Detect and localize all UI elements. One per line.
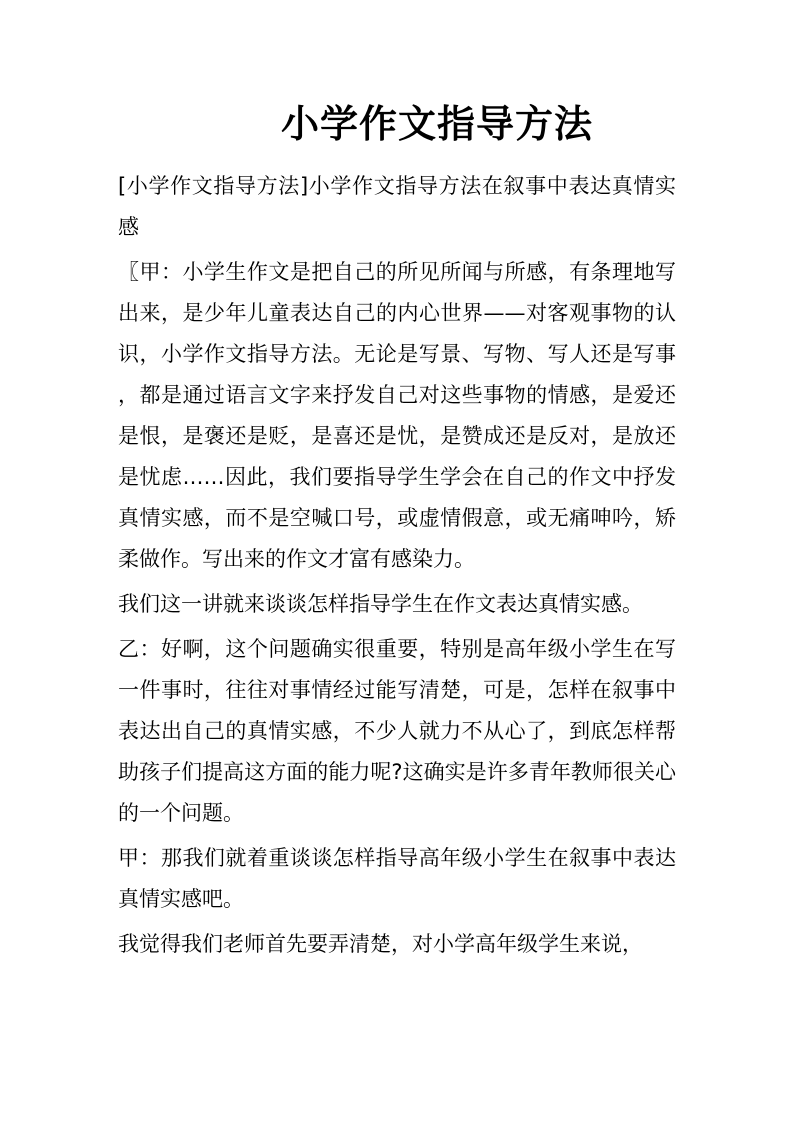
paragraph-intro: [小学作文指导方法]小学作文指导方法在叙事中表达真情实感	[118, 174, 676, 239]
paragraph-topic: 我们这一讲就来谈谈怎样指导学生在作文表达真情实感。	[118, 592, 643, 616]
paragraph-yi: 乙：好啊，这个问题确实很重要，特别是高年级小学生在写一件事时，往往对事情经过能写清楚，可是，怎样在叙事中表达出自己的真情实感，不少人就力不从心了，到底怎样帮助孩子们提高这方面的能力呢?这确实是许多青年教师很关心的一个问题。	[118, 637, 676, 825]
paragraph-jia-2: 甲：那我们就着重谈谈怎样指导高年级小学生在叙事中表达真情实感吧。	[118, 846, 676, 911]
paragraph-jia-1: 〖甲：小学生作文是把自己的所见所闻与所感，有条理地写出来，是少年儿童表达自己的内心世界——对客观事物的认识，小学作文指导方法。无论是写景、写物、写人还是写事，都是通过语言文字来抒发自己对这些事物的情感，是爱还是恨，是褒还是贬，是喜还是忧，是赞成还是反对，是放还是忧虑……因此，我们要指导学生学会在自己的作文中抒发真情实感，而不是空喊口号，或虚情假意，或无痛呻吟，矫柔做作。写出来的作文才富有感染力。	[118, 260, 676, 571]
document-body	[118, 166, 676, 969]
document-title: 小学作文指导方法	[280, 101, 593, 146]
paragraph-continuation: 我觉得我们老师首先要弄清楚，对小学高年级学生来说，	[118, 932, 643, 956]
